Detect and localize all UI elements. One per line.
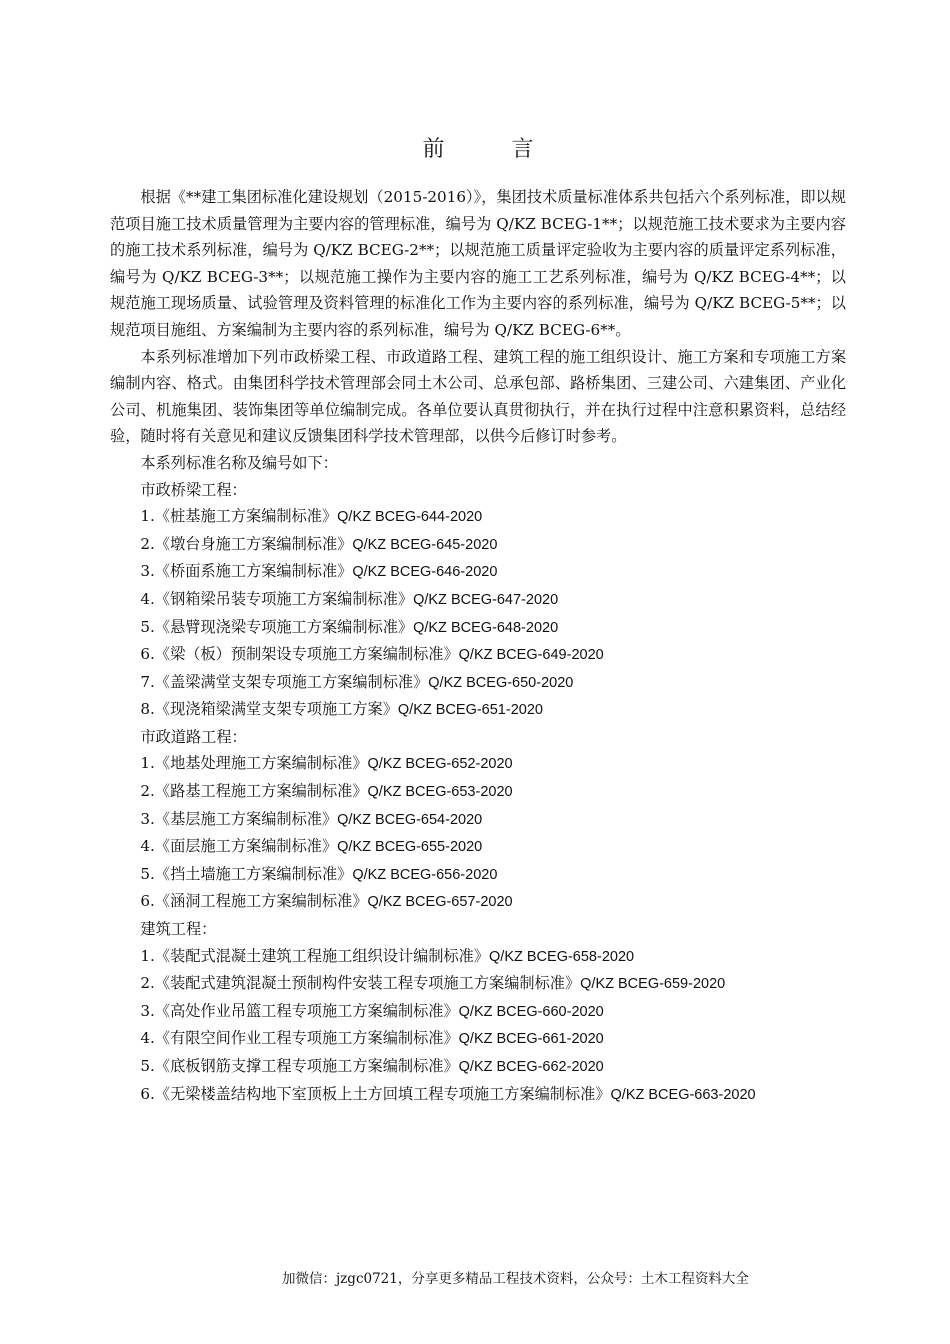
standard-name: 2.《路基工程施工方案编制标准》: [140, 782, 368, 801]
standard-code: Q/KZ BCEG-651-2020: [397, 702, 543, 719]
section-heading-road: 市政道路工程：: [140, 727, 247, 746]
standard-name: 3.《桥面系施工方案编制标准》: [140, 562, 353, 581]
standard-name: 4.《钢箱梁吊装专项施工方案编制标准》: [140, 589, 414, 608]
list-item: [110, 503, 846, 531]
standard-name: 5.《挡土墙施工方案编制标准》: [140, 864, 353, 883]
standard-code: Q/KZ BCEG-661-2020: [458, 1031, 604, 1048]
standard-name: 3.《高处作业吊篮工程专项施工方案编制标准》: [140, 1001, 459, 1020]
list-item: [110, 669, 846, 697]
list-item: [110, 531, 846, 559]
standard-code: Q/KZ BCEG-656-2020: [352, 866, 498, 883]
standard-name: 2.《墩台身施工方案编制标准》: [140, 534, 353, 553]
footer-note: 加微信：jzgc0721，分享更多精品工程技术资料，公众号：土木工程资料大全: [282, 1271, 749, 1287]
standard-name: 1.《装配式混凝土建筑工程施工组织设计编制标准》: [140, 946, 490, 965]
list-item: [110, 998, 846, 1026]
list-item: [110, 806, 846, 834]
list-item: [110, 1025, 846, 1053]
section-heading-bridge: 市政桥梁工程：: [140, 480, 247, 499]
standard-name: 5.《底板钢筋支撑工程专项施工方案编制标准》: [140, 1057, 459, 1075]
list-item: [110, 833, 846, 861]
list-item: [110, 943, 846, 971]
standard-code: Q/KZ BCEG-644-2020: [337, 509, 483, 526]
list-item: [110, 558, 846, 586]
standard-code: Q/KZ BCEG-662-2020: [458, 1059, 604, 1075]
standard-code: Q/KZ BCEG-658-2020: [489, 948, 635, 965]
building-standards-list: [110, 943, 846, 1109]
standard-name: 1.《桩基施工方案编制标准》: [140, 507, 338, 526]
standard-code: Q/KZ BCEG-652-2020: [367, 756, 513, 773]
document-page: [110, 0, 846, 1344]
list-item: [110, 1053, 846, 1081]
standard-code: Q/KZ BCEG-654-2020: [337, 811, 483, 828]
standard-name: 6.《梁（板）预制架设专项施工方案编制标准》: [140, 645, 459, 664]
list-item: [110, 750, 846, 778]
standard-code: Q/KZ BCEG-650-2020: [428, 674, 574, 691]
standard-name: 5.《悬臂现浇梁专项施工方案编制标准》: [140, 617, 414, 636]
road-standards-list: [110, 750, 846, 916]
list-item: [110, 970, 846, 998]
standard-name: 4.《面层施工方案编制标准》: [140, 837, 338, 856]
standard-code: Q/KZ BCEG-660-2020: [458, 1003, 604, 1020]
list-item: [110, 861, 846, 889]
standard-code: Q/KZ BCEG-657-2020: [367, 894, 513, 911]
list-item: [110, 778, 846, 806]
standard-name: 6.《无梁楼盖结构地下室顶板上土方回填工程专项施工方案编制标准》: [140, 1084, 611, 1103]
standard-name: 8.《现浇箱梁满堂支架专项施工方案》: [140, 700, 398, 719]
standard-name: 2.《装配式建筑混凝土预制构件安装工程专项施工方案编制标准》: [140, 974, 581, 993]
list-item: [110, 641, 846, 669]
standard-name: 4.《有限空间作业工程专项施工方案编制标准》: [140, 1029, 459, 1048]
standard-code: Q/KZ BCEG-647-2020: [413, 591, 559, 608]
standard-name: 6.《涵洞工程施工方案编制标准》: [140, 892, 368, 911]
standard-code: Q/KZ BCEG-649-2020: [458, 647, 604, 664]
list-item: [110, 614, 846, 642]
standard-code: Q/KZ BCEG-645-2020: [352, 536, 498, 553]
standard-name: 1.《地基处理施工方案编制标准》: [140, 754, 368, 773]
document-body: [110, 184, 846, 1108]
list-item: [110, 1081, 846, 1109]
list-item: [110, 586, 846, 614]
standard-code: Q/KZ BCEG-648-2020: [413, 619, 559, 636]
standard-code: Q/KZ BCEG-663-2020: [610, 1086, 756, 1103]
standard-name: 3.《基层施工方案编制标准》: [140, 809, 338, 828]
scope-paragraph: 本系列标准增加下列市政桥梁工程、市政道路工程、建筑工程的施工组织设计、施工方案和专项施工方案编制内容、格式。由集团科学技术管理部会同土木公司、总承包部、路桥集团、三建公司、六建集团、产业化公司、机施集团、装饰集团等单位编制完成。各单位要认真贯彻执行，并在执行过程中注意积累资料，总结经验，随时将有关意见和建议反馈集团科学技术管理部，以供今后修订时参考。: [110, 347, 846, 446]
intro-paragraph: 根据《**建工集团标准化建设规划（2015-2016）》，集团技术质量标准体系共包括六个系列标准，即以规范项目施工技术质量管理为主要内容的管理标准，编号为 Q/KZ BCEG-1**；以规范施工技术要求为主要内容的施工技术系列标准，编号为 Q/KZ BCEG-2**；以规范施工质量评定验收为主要内容的质量评定系列标准，编号为 Q/KZ BCEG-3**；以规范施工操作为主要内容的施工工艺系列标准，编号为 Q/KZ BCEG-4**；以规范施工现场质量、试验管理及资料管理的标准化工作为主要内容的系列标准，编号为 Q/KZ BCEG-5**；以规范项目施组、方案编制为主要内容的系列标准，编号为 Q/KZ BCEG-6**。: [110, 188, 846, 339]
standard-code: Q/KZ BCEG-659-2020: [580, 976, 726, 993]
list-item: [110, 696, 846, 724]
standard-code: Q/KZ BCEG-653-2020: [367, 784, 513, 801]
list-item: [110, 888, 846, 916]
section-heading-building: 建筑工程：: [140, 920, 217, 939]
standard-code: Q/KZ BCEG-646-2020: [352, 564, 498, 581]
page-title: 前 言: [422, 137, 564, 162]
bridge-standards-list: [110, 503, 846, 724]
standard-name: 7.《盖梁满堂支架专项施工方案编制标准》: [140, 672, 429, 691]
list-intro: 本系列标准名称及编号如下：: [140, 453, 338, 472]
standard-code: Q/KZ BCEG-655-2020: [337, 839, 483, 856]
